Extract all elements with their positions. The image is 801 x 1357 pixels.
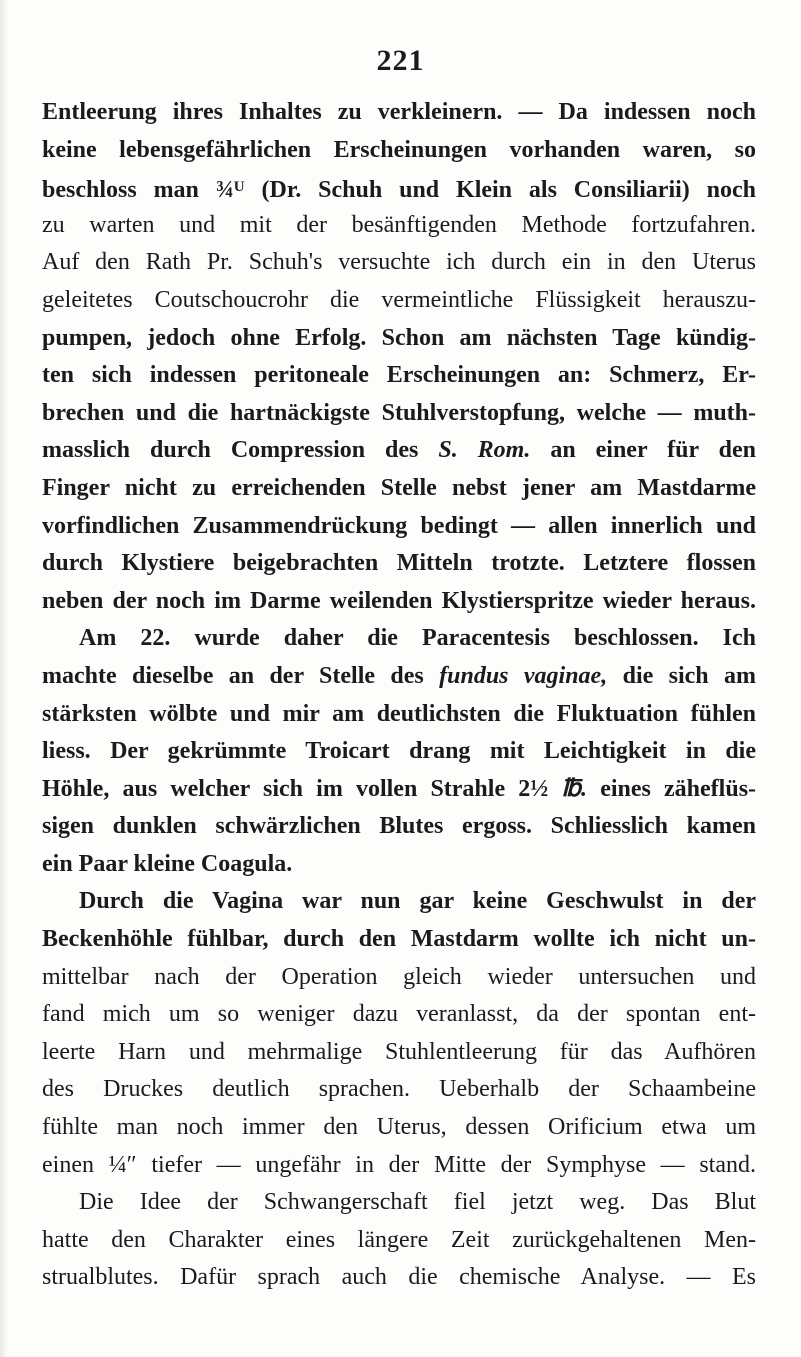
- text-line: Finger nicht zu erreichenden Stelle nebst jener am Mastdarme: [42, 474, 756, 501]
- text-line: ein Paar kleine Coagula.: [42, 850, 293, 877]
- text-line: liess. Der gekrümmte Troicart drang mit Leichtigkeit in die: [42, 738, 756, 765]
- text-line: keine lebensgefährlichen Erscheinungen vorhanden waren, so: [42, 136, 756, 163]
- text-line: brechen und die hartnäckigste Stuhlverstopfung, welche — muth-: [42, 399, 756, 426]
- text-line: pumpen, jedoch ohne Erfolg. Schon am nächsten Tage kündig-: [42, 324, 756, 351]
- text-line: ten sich indessen peritoneale Erscheinungen an: Schmerz, Er-: [42, 362, 756, 389]
- text-line: stärksten wölbte und mir am deutlichsten die Fluktuation fühlen: [42, 700, 756, 727]
- page-number: 221: [376, 44, 425, 77]
- text-line: des Druckes deutlich sprachen. Ueberhalb der Schaambeine: [42, 1076, 756, 1103]
- text-line: geleitetes Coutschoucrohr die vermeintliche Flüssigkeit herauszu-: [42, 286, 756, 313]
- text-line: durch Klystiere beigebrachten Mitteln trotzte. Letztere flossen: [42, 550, 756, 577]
- text-line: zu warten und mit der besänftigenden Methode fortzufahren.: [42, 211, 756, 238]
- text-line: fand mich um so weniger dazu veranlasst, da der spontan ent-: [42, 1001, 756, 1028]
- text-line: Die Idee der Schwangerschaft fiel jetzt weg. Das Blut: [79, 1189, 756, 1216]
- body-text: [42, 94, 756, 1297]
- text-line: sigen dunklen schwärzlichen Blutes ergoss. Schliesslich kamen: [42, 813, 756, 840]
- text-line: Höhle, aus welcher sich im vollen Strahle 2½ ℔. eines zäheflüs-: [42, 775, 757, 802]
- text-line: neben der noch im Darme weilenden Klystierspritze wieder heraus.: [42, 587, 756, 614]
- time-mark: ¾: [215, 177, 234, 204]
- text-line: mittelbar nach der Operation gleich wieder untersuchen und: [42, 963, 756, 990]
- text-line: vorfindlichen Zusammendrückung bedingt — allen innerlich und: [42, 512, 756, 539]
- text-line: fühlte man noch immer den Uterus, dessen Orificium etwa um: [42, 1114, 756, 1141]
- text-line: Durch die Vagina war nun gar keine Geschwulst in der: [79, 888, 756, 915]
- text-line: beschloss man ¾$^U$ (Dr. Schuh und Klein als Consiliarii) noch: [42, 177, 757, 204]
- text-line: Entleerung ihres Inhaltes zu verkleinern. — Da indessen noch: [42, 99, 756, 125]
- text-line: einen ¼″ tiefer — ungefähr in der Mitte der Symphyse — stand.: [42, 1151, 757, 1178]
- amount: 2½: [518, 775, 549, 802]
- text-line: hatte den Charakter eines längere Zeit zurückgehaltenen Men-: [42, 1226, 756, 1253]
- text-line: masslich durch Compression des S. Rom. an einer für den: [42, 437, 757, 464]
- measure: ¼″: [108, 1151, 137, 1178]
- italic-term: S. Rom.: [438, 437, 531, 464]
- time-superscript: U: [233, 179, 245, 196]
- text-line: Am 22. wurde daher die Paracentesis beschlossen. Ich: [79, 625, 756, 652]
- page-gutter-shadow: [0, 0, 8, 1357]
- text-line: machte dieselbe an der Stelle des fundus vaginae, die sich am: [42, 662, 757, 689]
- text-line: Auf den Rath Pr. Schuh's versuchte ich durch ein in den Uterus: [42, 249, 756, 276]
- text-line: Beckenhöhle fühlbar, durch den Mastdarm wollte ich nicht un-: [42, 926, 756, 953]
- text-line: strualblutes. Dafür sprach auch die chemische Analyse. — Es: [42, 1264, 756, 1291]
- italic-term: fundus vaginae,: [439, 662, 608, 689]
- unit-pound: ℔.: [561, 775, 588, 802]
- text-line: leerte Harn und mehrmalige Stuhlentleerung für das Aufhören: [42, 1038, 756, 1065]
